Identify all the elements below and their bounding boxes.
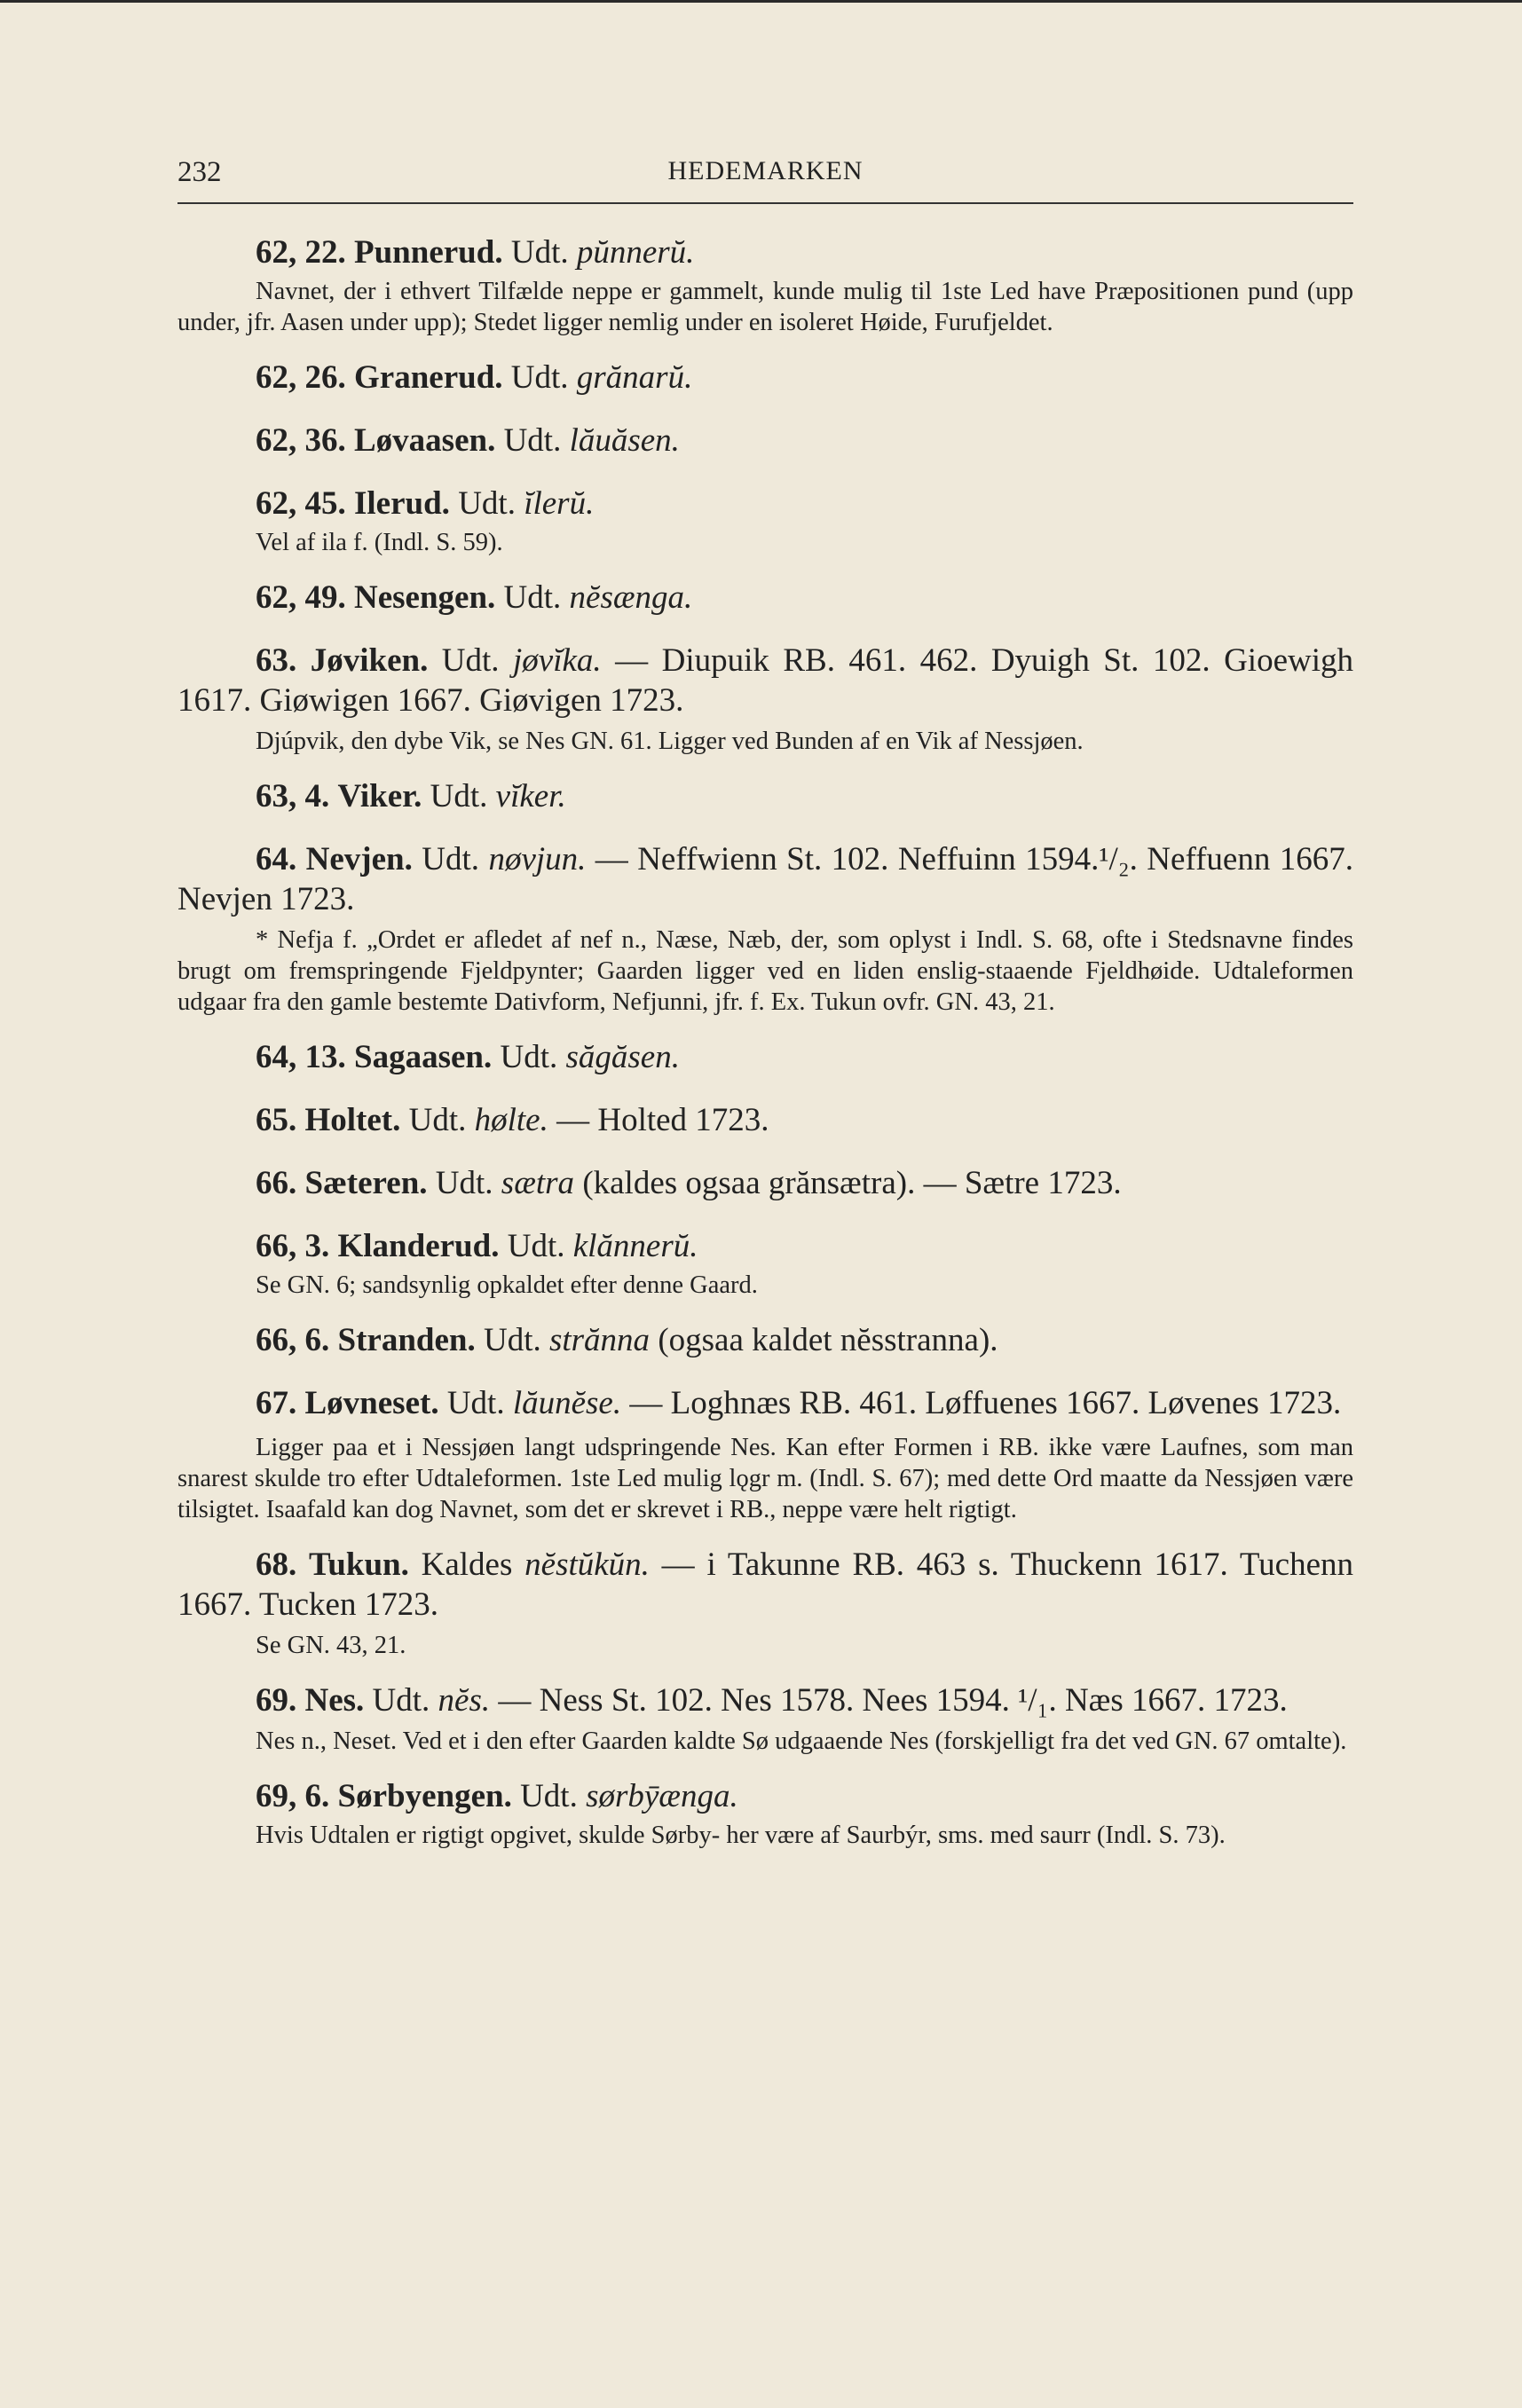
- entry-forms: — Diupuik RB. 461. 462. Dyuigh St. 102. Gioewigh 1617. Giøwigen 1667. Giøvigen 1723.: [177, 642, 1354, 719]
- pronunciation: lăuăsen.: [569, 422, 680, 459]
- udt-label: Udt.: [503, 422, 562, 459]
- entry-name: Sæteren.: [304, 1165, 428, 1201]
- entry-note: Nes n., Neset. Ved et i den efter Gaarden kaldte Sø udgaaende Nes (forskjelligt fra det ved GN. 67 omtalte).: [256, 1727, 1347, 1755]
- entry-note: Navnet, der i ethvert Tilfælde neppe er gammelt, kunde mulig til 1ste Led have Præpositionen pund (upp under, jfr. Aasen under upp); Stedet ligger nemlig under en isoleret Høide, Furufjeldet.: [177, 278, 1353, 336]
- entry-number: 64.: [256, 841, 297, 877]
- entry-note: Se GN. 43, 21.: [256, 1632, 406, 1659]
- entry-number: 62, 22.: [256, 234, 346, 271]
- running-head: HEDEMARKEN: [667, 156, 864, 185]
- pronunciation: săgăsen.: [565, 1039, 680, 1075]
- pronunciation: nĕs.: [438, 1682, 491, 1719]
- entry-line: [177, 641, 1353, 720]
- entry-name: Punnerud.: [354, 234, 503, 271]
- entry-number: 63.: [256, 642, 297, 679]
- pronunciation: nøvjun.: [488, 841, 587, 877]
- entry-note: * Nefja f. „Ordet er afledet af nef n., Næse, Næb, der, som oplyst i Indl. S. 68, ofte i Stedsnavne findes brugt om fremspringende Fjeldpynter; Gaarden ligger ved en liden enslig-staaende Fjeldhøide. Udtaleformen udgaar fra den gamle bestemte Dativform, Nefjunni, jfr. f. Ex. Tukun ovfr. GN. 43, 21.: [177, 926, 1353, 1016]
- entry-note: Hvis Udtalen er rigtigt opgivet, skulde Sørby- her være af Saurbýr, sms. med saurr (Indl. S. 73).: [256, 1822, 1226, 1849]
- entry: [177, 776, 1353, 816]
- entry-number: 66, 3.: [256, 1228, 330, 1264]
- entry: [177, 421, 1353, 460]
- pronunciation: nĕsænga.: [569, 579, 693, 616]
- entry-line: [177, 1100, 1353, 1140]
- udt-label: Udt.: [441, 642, 500, 679]
- entry-name: Ilerud.: [354, 485, 450, 522]
- page-header: [177, 156, 1353, 192]
- entry-line: [177, 839, 1353, 919]
- entry-line: [177, 358, 1353, 397]
- udt-label: Udt.: [507, 1228, 565, 1264]
- entry-number: 63, 4.: [256, 778, 330, 814]
- entry-number: 66.: [256, 1165, 297, 1201]
- pronunciation: jøvĭka.: [513, 642, 602, 679]
- udt-label: Udt.: [446, 1385, 505, 1421]
- entry-number: 62, 36.: [256, 422, 346, 459]
- udt-label: Kaldes: [421, 1546, 513, 1583]
- entry-number: 68.: [256, 1546, 297, 1583]
- entry: [177, 641, 1353, 757]
- entry-number: 62, 45.: [256, 485, 346, 522]
- entry-name: Sørbyengen.: [337, 1778, 512, 1814]
- udt-label: Udt.: [510, 359, 569, 396]
- entry-forms: — Loghnæs RB. 461. Løffuenes 1667. Løvenes 1723.: [621, 1385, 1342, 1421]
- entry-note: Vel af ila f. (Indl. S. 59).: [256, 529, 503, 556]
- header-rule: [177, 202, 1353, 204]
- entry-name: Tukun.: [309, 1546, 409, 1583]
- entry-name: Løvneset.: [304, 1385, 439, 1421]
- entry-line: [177, 1037, 1353, 1077]
- udt-label: Udt.: [435, 1165, 493, 1201]
- udt-label: Udt.: [500, 1039, 558, 1075]
- page-top-edge: [0, 0, 1522, 3]
- pronunciation: ĭlerŭ.: [524, 485, 595, 522]
- entry-note: Ligger paa et i Nessjøen langt udspringende Nes. Kan efter Formen i RB. ikke være Laufnes, som man snarest skulde tro efter Udtaleformen. 1ste Led mulig lǫgr m. (Indl. S. 67); med dette Ord maatte da Nessjøen være tilsigtet. Isaafald kan dog Navnet, som det er skrevet i RB., neppe være helt rigtigt.: [177, 1434, 1353, 1523]
- entry-name: Løvaasen.: [354, 422, 496, 459]
- pronunciation: sørbȳænga.: [586, 1778, 738, 1814]
- entry-name: Holtet.: [304, 1102, 401, 1138]
- entry-line: [177, 1680, 1353, 1720]
- entry-number: 67.: [256, 1385, 297, 1421]
- pronunciation: sætra: [501, 1165, 575, 1201]
- entry-name: Klanderud.: [337, 1228, 500, 1264]
- pronunciation: hølte.: [474, 1102, 548, 1138]
- page-number: 232: [177, 156, 222, 188]
- entry-line: [177, 1226, 1353, 1266]
- entry: [177, 1100, 1353, 1140]
- entry-name: Viker.: [337, 778, 422, 814]
- udt-label: Udt.: [503, 579, 562, 616]
- pronunciation: strănna: [548, 1322, 651, 1358]
- entry-name: Jøviken.: [310, 642, 429, 679]
- entry-forms: (ogsaa kaldet nĕsstranna).: [650, 1322, 998, 1358]
- entry: [177, 1383, 1353, 1525]
- entry-forms: — i Takunne RB. 463 s. Thuckenn 1617. Tuchenn 1667. Tucken 1723.: [177, 1546, 1354, 1623]
- entry-note: Djúpvik, den dybe Vik, se Nes GN. 61. Ligger ved Bunden af en Vik af Nessjøen.: [256, 728, 1084, 755]
- pronunciation: vĭker.: [495, 778, 566, 814]
- entries-body: [177, 232, 1353, 1851]
- entry-line: [177, 1776, 1353, 1816]
- entry: [177, 839, 1353, 1018]
- entry: [177, 484, 1353, 558]
- entry-line: [177, 1383, 1353, 1423]
- entry-forms: — Neffwienn St. 102. Neffuinn 1594.¹/₂. Neffuenn 1667. Nevjen 1723.: [177, 841, 1353, 917]
- entry: [177, 1163, 1353, 1203]
- entry-name: Nevjen.: [305, 841, 413, 877]
- entry-line: [177, 1545, 1353, 1625]
- pronunciation: klănnerŭ.: [572, 1228, 698, 1264]
- udt-label: Udt.: [422, 841, 480, 877]
- entry-name: Stranden.: [337, 1322, 476, 1358]
- pronunciation: lăunĕse.: [512, 1385, 622, 1421]
- udt-label: Udt.: [458, 485, 516, 522]
- entry-line: [177, 776, 1353, 816]
- entry-name: Granerud.: [354, 359, 503, 396]
- entry-line: [177, 421, 1353, 460]
- udt-label: Udt.: [430, 778, 488, 814]
- entry-name: Sagaasen.: [354, 1039, 493, 1075]
- entry-forms: (kaldes ogsaa grănsætra). — Sætre 1723.: [574, 1165, 1122, 1201]
- udt-label: Udt.: [510, 234, 569, 271]
- udt-label: Udt.: [372, 1682, 430, 1719]
- entry-line: [177, 578, 1353, 618]
- udt-label: Udt.: [408, 1102, 467, 1138]
- entry: [177, 1680, 1353, 1757]
- entry-line: [177, 1320, 1353, 1360]
- entry: [177, 1226, 1353, 1301]
- entry: [177, 1320, 1353, 1360]
- pronunciation: nĕstŭkŭn.: [524, 1546, 650, 1583]
- entry: [177, 358, 1353, 397]
- entry-number: 64, 13.: [256, 1039, 346, 1075]
- entry-forms: — Ness St. 102. Nes 1578. Nees 1594. ¹/₁. Næs 1667. 1723.: [490, 1682, 1288, 1719]
- entry-name: Nes.: [304, 1682, 365, 1719]
- entry-line: [177, 1163, 1353, 1203]
- entry: [177, 1776, 1353, 1851]
- entry: [177, 1037, 1353, 1077]
- udt-label: Udt.: [520, 1778, 578, 1814]
- entry-note: Se GN. 6; sandsynlig opkaldet efter denne Gaard.: [256, 1271, 758, 1299]
- udt-label: Udt.: [483, 1322, 541, 1358]
- entry-number: 62, 49.: [256, 579, 346, 616]
- entry-number: 65.: [256, 1102, 297, 1138]
- pronunciation: grănarŭ.: [576, 359, 693, 396]
- entry: [177, 1545, 1353, 1661]
- entry-number: 66, 6.: [256, 1322, 330, 1358]
- entry-number: 62, 26.: [256, 359, 346, 396]
- entry: [177, 578, 1353, 618]
- pronunciation: pŭnnerŭ.: [576, 234, 695, 271]
- entry-number: 69, 6.: [256, 1778, 330, 1814]
- entry-line: [177, 484, 1353, 523]
- entry: [177, 232, 1353, 338]
- entry-name: Nesengen.: [354, 579, 496, 616]
- entry-line: [177, 232, 1353, 272]
- entry-number: 69.: [256, 1682, 297, 1719]
- entry-forms: — Holted 1723.: [548, 1102, 769, 1138]
